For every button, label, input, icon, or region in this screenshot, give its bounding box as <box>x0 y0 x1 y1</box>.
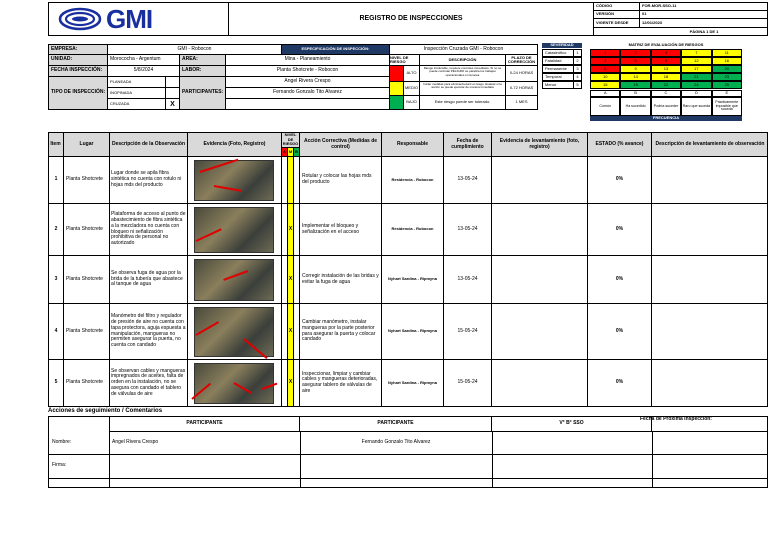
legend-level: ALTO <box>404 66 420 82</box>
row-risk-m: X <box>288 256 294 304</box>
risk-matrix <box>542 43 742 121</box>
row-item: 3 <box>48 256 64 304</box>
row-risk-m: X <box>288 304 294 360</box>
especificacion-label: ESPECIFICACIÓN DE INSPECCIÓN: <box>282 44 390 55</box>
row-lugar: Planta Shotcrete <box>64 157 110 204</box>
risk-legend <box>390 55 538 110</box>
row-responsable: Nyhart Sardina - Ripmyna <box>382 256 444 304</box>
logo-text: GMI <box>106 4 153 34</box>
row-evidencia <box>188 204 282 256</box>
matrix-severity-row: Temporal <box>542 73 574 81</box>
row-lugar: Planta Shotcrete <box>64 304 110 360</box>
matrix-cell: 11 <box>712 49 742 57</box>
matrix-cell: 3 <box>590 57 620 65</box>
col-evidencia: Evidencia (Foto, Registro) <box>188 133 282 156</box>
matrix-cell: 12 <box>681 57 711 65</box>
matrix-title: MATRIZ DE EVALUACIÓN DE RIESGOS <box>628 42 704 48</box>
legend-color-bajo <box>390 96 404 110</box>
matrix-cell: 15 <box>590 81 620 89</box>
col-accion: Acción Correctiva (Medidas de control) <box>300 133 382 156</box>
col-responsable: Responsable <box>382 133 444 156</box>
matrix-cell: 2 <box>620 49 650 57</box>
row-descripcion: Plataforma de acceso al punto de abastecimiento de fibra sintética a la mezcladora no cuenta con bloqueo ni señalización prohibitiva de personal no autorizado <box>110 204 188 256</box>
matrix-freq-letter: D <box>681 90 711 97</box>
matrix-severity-row: Permanente <box>542 65 574 73</box>
row-evidencia-levantamiento <box>492 256 588 304</box>
labor-value: Planta Shotcrete - Robocon <box>226 66 390 77</box>
col-descripcion-levantamiento: Descripción de levantamiento de observación <box>655 140 765 147</box>
row-descripcion: Lugar donde se apila fibra sintética no cuenta con rotulo ni hojas mds del producto <box>110 157 188 204</box>
row-responsable: Residencia - Robocon <box>382 157 444 204</box>
row-fecha: 13-05-24 <box>444 157 492 204</box>
matrix-cell: 23 <box>712 73 742 81</box>
row-evidencia-levantamiento <box>492 204 588 256</box>
evidence-photo[interactable] <box>194 160 274 201</box>
row-estado: 0% <box>588 157 652 204</box>
table-row <box>48 157 768 204</box>
row-accion: Corregir instalación de las bridas y evitar la fuga de agua <box>300 256 382 304</box>
row-evidencia <box>188 157 282 204</box>
followup-title: Acciones de seguimiento / Comentarios <box>48 408 163 414</box>
row-estado: 0% <box>588 360 652 407</box>
evidence-photo[interactable] <box>194 307 274 357</box>
row-accion: Cambiar manómetro, instalar mangueras por la parte posterior para asegurar la puerta y colocar candado <box>300 304 382 360</box>
inspection-table <box>48 132 768 407</box>
doc-info-value: 01 <box>640 11 768 20</box>
matrix-cell: 8 <box>651 57 681 65</box>
row-fecha: 13-05-24 <box>444 204 492 256</box>
evidence-photo[interactable] <box>194 259 274 301</box>
fecha-value: 5/8/2024 <box>108 66 180 77</box>
row-evidencia-levantamiento <box>492 360 588 407</box>
row-descripcion-levantamiento <box>652 304 768 360</box>
legend-level: MEDIO <box>404 82 420 96</box>
row-lugar: Planta Shotcrete <box>64 204 110 256</box>
col-nivel-m: M <box>288 148 294 156</box>
legend-desc: Este riesgo puede ser tolerado. <box>420 96 506 110</box>
col-fecha: Fecha de cumplimiento <box>444 133 492 156</box>
matrix-severity-row: Fatalidad <box>542 57 574 65</box>
matrix-freq-letter: C <box>651 90 681 97</box>
matrix-severity-num: 1 <box>574 49 582 57</box>
matrix-severity-num: 5 <box>574 81 582 89</box>
general-info <box>48 44 538 122</box>
matrix-cell: 25 <box>712 81 742 89</box>
matrix-severity-num: 4 <box>574 73 582 81</box>
row-lugar: Planta Shotcrete <box>64 360 110 407</box>
fecha-proxima-label: Fecha de Próxima Inspección: <box>638 417 768 432</box>
row-estado: 0% <box>588 304 652 360</box>
row-descripcion-levantamiento <box>652 157 768 204</box>
row-descripcion: Se observa fuga de agua por la brida de la tubería que abastece al tanque de agua <box>110 256 188 304</box>
table-row <box>48 256 768 304</box>
vb-sso-col: V° B° SSO <box>492 417 652 432</box>
matrix-cell: 24 <box>681 81 711 89</box>
participante-col-2: PARTICIPANTE <box>300 417 492 432</box>
row-accion: Rotular y colocar las hojas mds del producto <box>300 157 382 204</box>
doc-info-value: FOR-MOR-SSO-11 <box>640 2 768 11</box>
followup-section <box>48 408 768 488</box>
col-nivel-a: A <box>282 148 288 156</box>
col-lugar: Lugar <box>64 133 110 156</box>
matrix-cell: 22 <box>651 81 681 89</box>
fecha-label: FECHA INSPECCIÓN: <box>48 66 108 77</box>
row-descripcion: Se observan cables y mangueras impregnados de aceites, falta de orden en la instalación, no se asegura con candado el tablero de válvulas de aire <box>110 360 188 407</box>
matrix-freq-desc: Prácticamente imposible que suceda <box>712 97 742 116</box>
tipo-planeada-checkbox[interactable] <box>166 77 180 88</box>
legend-plazo: 1 MES <box>506 96 538 110</box>
row-descripcion-levantamiento <box>652 360 768 407</box>
tipo-inopinada-checkbox[interactable] <box>166 88 180 99</box>
matrix-cell: 6 <box>590 65 620 73</box>
matrix-severity-num: 2 <box>574 57 582 65</box>
empresa-value: GMI - Robocon <box>108 44 282 55</box>
matrix-freq-letter: B <box>620 90 650 97</box>
matrix-cell: 4 <box>651 49 681 57</box>
participante-2-name: Fernando Gonzalo Tito Alvarez <box>361 439 431 446</box>
legend-plazo: 0-24 HORAS <box>506 66 538 82</box>
row-evidencia-levantamiento <box>492 157 588 204</box>
row-fecha: 15-05-24 <box>444 360 492 407</box>
tipo-cruzada-label: CRUZADA <box>108 99 166 110</box>
row-evidencia <box>188 256 282 304</box>
row-risk-m: X <box>288 360 294 407</box>
legend-header: DESCRIPCIÓN <box>420 55 506 66</box>
doc-info-label: VERSIÓN <box>594 11 640 20</box>
participante-empty <box>226 99 390 110</box>
page-title: REGISTRO DE INSPECCIONES <box>228 2 594 36</box>
legend-desc: Iniciar medidas para eliminar/reducir el riesgo. Evaluar si la acción se puede ejecutar de manera inmediata <box>420 82 506 96</box>
matrix-freq-letter: E <box>712 90 742 97</box>
tipo-cruzada-checkbox[interactable]: X <box>166 99 180 110</box>
col-evidencia-levantamiento: Evidencia de levantamiento (foto, registro) <box>492 133 588 156</box>
matrix-cell: 20 <box>712 65 742 73</box>
row-responsable: Nyhart Sardina - Ripmyna <box>382 304 444 360</box>
legend-color-medio <box>390 82 404 96</box>
table-row <box>48 204 768 256</box>
tipo-inopinada-label: INOPINADA <box>108 88 166 99</box>
row-evidencia-levantamiento <box>492 304 588 360</box>
row-lugar: Planta Shotcrete <box>64 256 110 304</box>
especificacion-value: Inspección Cruzada GMI - Robocon <box>390 44 538 55</box>
doc-info-label: VIGENTE DESDE <box>594 19 640 28</box>
row-estado: 0% <box>588 256 652 304</box>
legend-plazo: 0-72 HORAS <box>506 82 538 96</box>
row-responsable: Residencia - Robocon <box>382 204 444 256</box>
participante-2: Fernando Gonzalo Tito Alvarez <box>226 88 390 99</box>
participantes-label: PARTICIPANTES: <box>180 77 226 110</box>
legend-header: PLAZO DE CORRECCIÓN <box>506 55 538 66</box>
matrix-severity-label: SEVERIDAD <box>542 43 582 48</box>
matrix-cell: 16 <box>712 57 742 65</box>
row-item: 4 <box>48 304 64 360</box>
tipo-planeada-label: PLANEADA <box>108 77 166 88</box>
legend-color-alto <box>390 66 404 82</box>
row-accion: Implementar el bloqueo y señalización en el acceso <box>300 204 382 256</box>
row-accion: Inspeccionar, limpiar y cambiar cables y mangueras deterioradas, asegurar tablero de válvulas de aire <box>300 360 382 407</box>
row-item: 2 <box>48 204 64 256</box>
col-item: Item <box>48 133 64 156</box>
area-value: Mina - Planeamiento <box>226 55 390 66</box>
matrix-severity-row: Catastrófico <box>542 49 574 57</box>
legend-desc: Riesgo intolerable, requiere controles inmediatos. Si no se puede controlar PELIGRO se paraliza los trabajos operacionales en la tarea <box>420 66 506 82</box>
col-estado: ESTADO (% avance) <box>588 133 652 156</box>
matrix-severity-row: Menor <box>542 81 574 89</box>
empresa-label: EMPRESA: <box>48 44 108 55</box>
doc-info-value: 12/01/2023 <box>640 19 768 28</box>
matrix-freq-letter: A <box>590 90 620 97</box>
labor-label: LABOR: <box>180 66 226 77</box>
matrix-cell: 21 <box>681 73 711 81</box>
legend-header: NIVEL DE RIESGO <box>390 55 420 66</box>
legend-level: BAJO <box>404 96 420 110</box>
gmi-logo <box>58 5 178 33</box>
col-descripcion: Descripción de la Observación <box>110 133 188 156</box>
matrix-freq-label: FRECUENCIA <box>590 116 742 121</box>
nombre-label: Nombre: <box>52 439 72 446</box>
unidad-value: Morococha - Argentum <box>108 55 180 66</box>
col-nivel: NIVEL DE RIESGO <box>282 132 299 147</box>
matrix-cell: 18 <box>651 73 681 81</box>
table-row <box>48 304 768 360</box>
matrix-freq-desc: Raro que suceda <box>681 97 711 116</box>
row-item: 5 <box>48 360 64 407</box>
participante-1-name: Angel Rivera Crespo <box>112 439 159 446</box>
row-descripcion-levantamiento <box>652 256 768 304</box>
area-label: AREA: <box>180 55 226 66</box>
matrix-freq-desc: Podría suceder <box>651 97 681 116</box>
matrix-cell: 1 <box>590 49 620 57</box>
matrix-cell: 17 <box>681 65 711 73</box>
row-descripcion: Manómetro del filtro y regulador de presión de aire no cuenta con tapa protectora, aguja espuesta a manipulación, mangueras no permiten asegurar la puerta, no cuenta con candado <box>110 304 188 360</box>
firma-label: Firma: <box>52 462 67 469</box>
evidence-photo[interactable] <box>194 207 274 253</box>
matrix-cell: 5 <box>620 57 650 65</box>
matrix-cell: 10 <box>590 73 620 81</box>
doc-info-label: CÓDIGO <box>594 2 640 11</box>
matrix-freq-desc: Común <box>590 97 620 116</box>
doc-info <box>594 2 768 36</box>
tipo-label: TIPO DE INSPECCIÓN: <box>48 77 108 110</box>
matrix-cell: 14 <box>620 73 650 81</box>
unidad-label: UNIDAD: <box>48 55 108 66</box>
matrix-cell: 7 <box>681 49 711 57</box>
matrix-cell: 9 <box>620 65 650 73</box>
col-nivel-b: B <box>294 148 300 156</box>
matrix-freq-desc: Ha sucedido <box>620 97 650 116</box>
row-fecha: 15-05-24 <box>444 304 492 360</box>
matrix-cell: 19 <box>620 81 650 89</box>
row-risk-m: X <box>288 204 294 256</box>
table-row <box>48 360 768 407</box>
row-descripcion-levantamiento <box>652 204 768 256</box>
row-fecha: 13-05-24 <box>444 256 492 304</box>
matrix-cell: 13 <box>651 65 681 73</box>
matrix-severity-num: 3 <box>574 65 582 73</box>
participante-col-1: PARTICIPANTE <box>110 417 300 432</box>
row-estado: 0% <box>588 204 652 256</box>
participante-1: Angel Rivera Crespo <box>226 77 390 88</box>
row-responsable: Nyhart Sardina - Ripmyna <box>382 360 444 407</box>
row-item: 1 <box>48 157 64 204</box>
doc-info-page: PÁGINA 1 DE 1 <box>689 28 719 34</box>
